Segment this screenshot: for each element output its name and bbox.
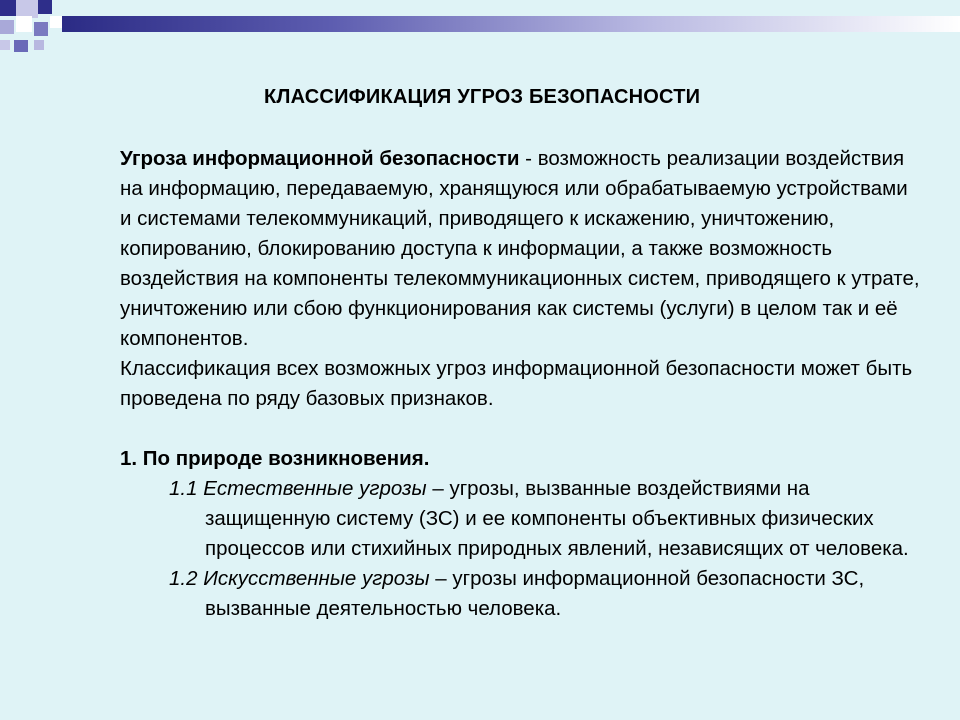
list-item (120, 564, 920, 624)
decor-square (0, 20, 14, 34)
decor-square (50, 16, 62, 28)
decor-square (38, 0, 52, 14)
definition-text: возможность реализации воздействия на информацию, передаваемую, хранящуюся или обрабатываемую устройствами и системами телекоммуникаций, приводящего к искажению, уничтожению, копированию, блокированию доступа к информации, а также возможность воздействия на компоненты телекоммуникационных систем, приводящего к утрате, уничтожению или сбою функционирования как системы (услуги) в целом так и её компонентов. (120, 147, 920, 350)
section-heading: 1. По природе возникновения. (120, 447, 430, 470)
spacer (120, 414, 920, 444)
decor-square (34, 40, 44, 50)
list-item (120, 474, 920, 564)
header-gradient-bar (62, 16, 960, 32)
item-number: 1.1 (169, 477, 204, 500)
decor-square (0, 40, 10, 50)
decor-square (0, 0, 16, 16)
item-term: Искусственные угрозы (203, 567, 430, 590)
item-text: – угрозы информационной безопасности ЗС, вызванные деятельностью человека. (205, 567, 865, 620)
decor-square (14, 40, 28, 52)
definition-term: Угроза информационной безопасности (120, 147, 520, 170)
intro-paragraph: Классификация всех возможных угроз информационной безопасности может быть проведена по ряду базовых признаков. (120, 357, 913, 410)
item-text: – угрозы, вызванные воздействиями на защищенную систему (ЗС) и ее компоненты объективных физических процессов или стихийных природных явлений, независящих от человека. (205, 477, 909, 560)
item-number: 1.2 (169, 567, 204, 590)
definition-dash: - (519, 147, 538, 170)
decor-square (16, 16, 32, 32)
slide-title: КЛАССИФИКАЦИЯ УГРОЗ БЕЗОПАСНОСТИ (264, 86, 701, 108)
slide-body (120, 144, 920, 624)
decor-square (34, 22, 48, 36)
definition-paragraph (120, 144, 920, 354)
item-term: Естественные угрозы (203, 477, 427, 500)
